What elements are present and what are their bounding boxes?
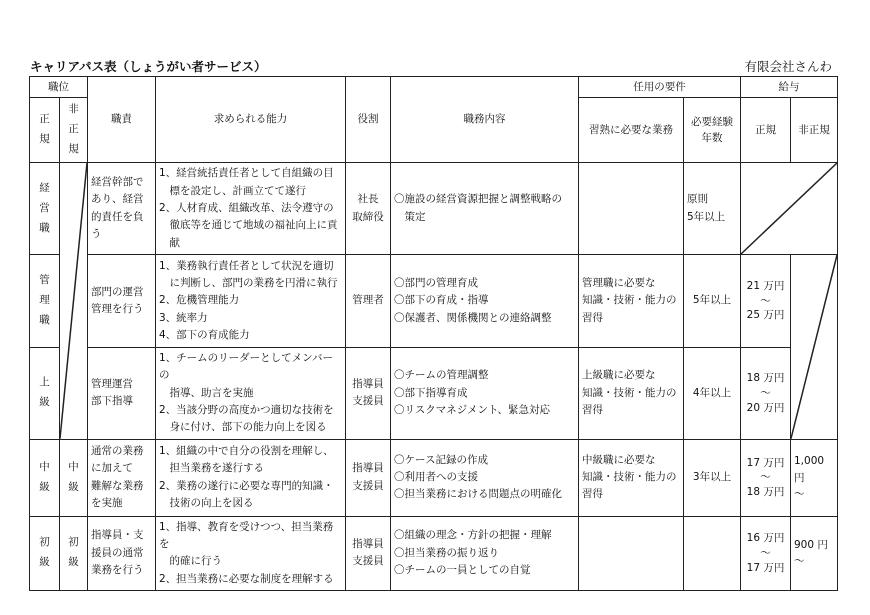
position-regular: 上 級	[30, 348, 60, 440]
required-work	[579, 163, 684, 255]
salary-irregular: 1,000 円 ～	[791, 439, 838, 516]
required-years: 4年以上	[684, 348, 741, 440]
table-row	[30, 255, 838, 348]
header-tasks: 職務内容	[391, 77, 579, 163]
header-ability: 求められる能力	[156, 77, 346, 163]
tasks: 〇ケース記録の作成 〇利用者への支援 〇担当業務における問題点の明確化	[391, 439, 579, 516]
salary-regular: 17 万円 ～ 18 万円	[741, 439, 791, 516]
header-salary-irregular: 非正規	[791, 98, 838, 163]
salary-na-cell	[741, 163, 838, 255]
header-irregular: 非 正 規	[60, 98, 88, 163]
duty: 通常の業務 に加えて 難解な業務 を実施	[88, 439, 156, 516]
table-row	[30, 516, 838, 590]
required-work: 中級職に必要な 知識・技術・能力の 習得	[579, 439, 684, 516]
tasks: 〇部門の管理育成 〇部下の育成・指導 〇保護者、関係機関との連絡調整	[391, 255, 579, 348]
table-row	[30, 439, 838, 516]
duty: 管理運営 部下指導	[88, 348, 156, 440]
document-title: キャリアパス表（しょうがい者サービス）	[30, 59, 267, 74]
position-regular: 管 理 職	[30, 255, 60, 348]
company-name: 有限会社さんわ	[744, 59, 832, 74]
required-work	[579, 516, 684, 590]
header-position: 職位	[30, 77, 88, 98]
position-irregular: 中 級	[60, 439, 88, 516]
position-regular: 中 級	[30, 439, 60, 516]
required-work: 上級職に必要な 知識・技術・能力の 習得	[579, 348, 684, 440]
header-role: 役割	[346, 77, 391, 163]
ability: 1、経営統括責任者として自組織の目 標を設定し、計画立てて遂行 2、人材育成、組織改革、法令遵守の 徹底等を通じて地域の福祉向上に貢 献	[156, 163, 346, 255]
header-regular: 正 規	[30, 98, 60, 163]
role: 指導員 支援員	[346, 348, 391, 440]
table-row	[30, 163, 838, 255]
required-years: 5年以上	[684, 255, 741, 348]
required-years	[684, 516, 741, 590]
role: 社長 取締役	[346, 163, 391, 255]
required-years: 原則 5年以上	[684, 163, 741, 255]
tasks: 〇組織の理念・方針の把握・理解 〇担当業務の振り返り 〇チームの一員としての自覚	[391, 516, 579, 590]
role: 指導員 支援員	[346, 516, 391, 590]
duty: 指導員・支 援員の通常 業務を行う	[88, 516, 156, 590]
tasks: 〇施設の経営資源把握と調整戦略の 策定	[391, 163, 579, 255]
position-regular: 初 級	[30, 516, 60, 590]
header-requirements: 任用の要件	[579, 77, 741, 98]
ability: 1、チームのリーダーとしてメンバーの 指導、助言を実施 2、当該分野の高度かつ適切な技術を 身に付け、部下の能力向上を図る	[156, 348, 346, 440]
ability: 1、指導、教育を受けつつ、担当業務を 的確に行う 2、担当業務に必要な制度を理解する	[156, 516, 346, 590]
role: 指導員 支援員	[346, 439, 391, 516]
salary-regular: 18 万円 ～ 20 万円	[741, 348, 791, 440]
duty: 部門の運営 管理を行う	[88, 255, 156, 348]
irregular-salary-na-cell	[791, 255, 838, 440]
position-irregular: 初 級	[60, 516, 88, 590]
position-regular: 経 営 職	[30, 163, 60, 255]
ability: 1、組織の中で自分の役割を理解し、 担当業務を遂行する 2、業務の遂行に必要な専門的知識・ 技術の向上を図る	[156, 439, 346, 516]
career-path-table	[29, 76, 838, 591]
header-salary: 給与	[741, 77, 838, 98]
duty: 経営幹部で あり、経営 的責任を負 う	[88, 163, 156, 255]
ability: 1、業務執行責任者として状況を適切 に判断し、部門の業務を円滑に執行 2、危機管理能力 3、統率力 4、部下の育成能力	[156, 255, 346, 348]
header-required-years: 必要経験 年数	[684, 98, 741, 163]
salary-regular: 16 万円 ～ 17 万円	[741, 516, 791, 590]
salary-irregular: 900 円～	[791, 516, 838, 590]
required-years: 3年以上	[684, 439, 741, 516]
irregular-na-cell	[60, 163, 88, 440]
required-work: 管理職に必要な 知識・技術・能力の 習得	[579, 255, 684, 348]
salary-regular: 21 万円 ～ 25 万円	[741, 255, 791, 348]
tasks: 〇チームの管理調整 〇部下指導育成 〇リスクマネジメント、緊急対応	[391, 348, 579, 440]
header-duty: 職責	[88, 77, 156, 163]
header-required-work: 習熟に必要な業務	[579, 98, 684, 163]
table-row	[30, 348, 838, 440]
role: 管理者	[346, 255, 391, 348]
header-salary-regular: 正規	[741, 98, 791, 163]
